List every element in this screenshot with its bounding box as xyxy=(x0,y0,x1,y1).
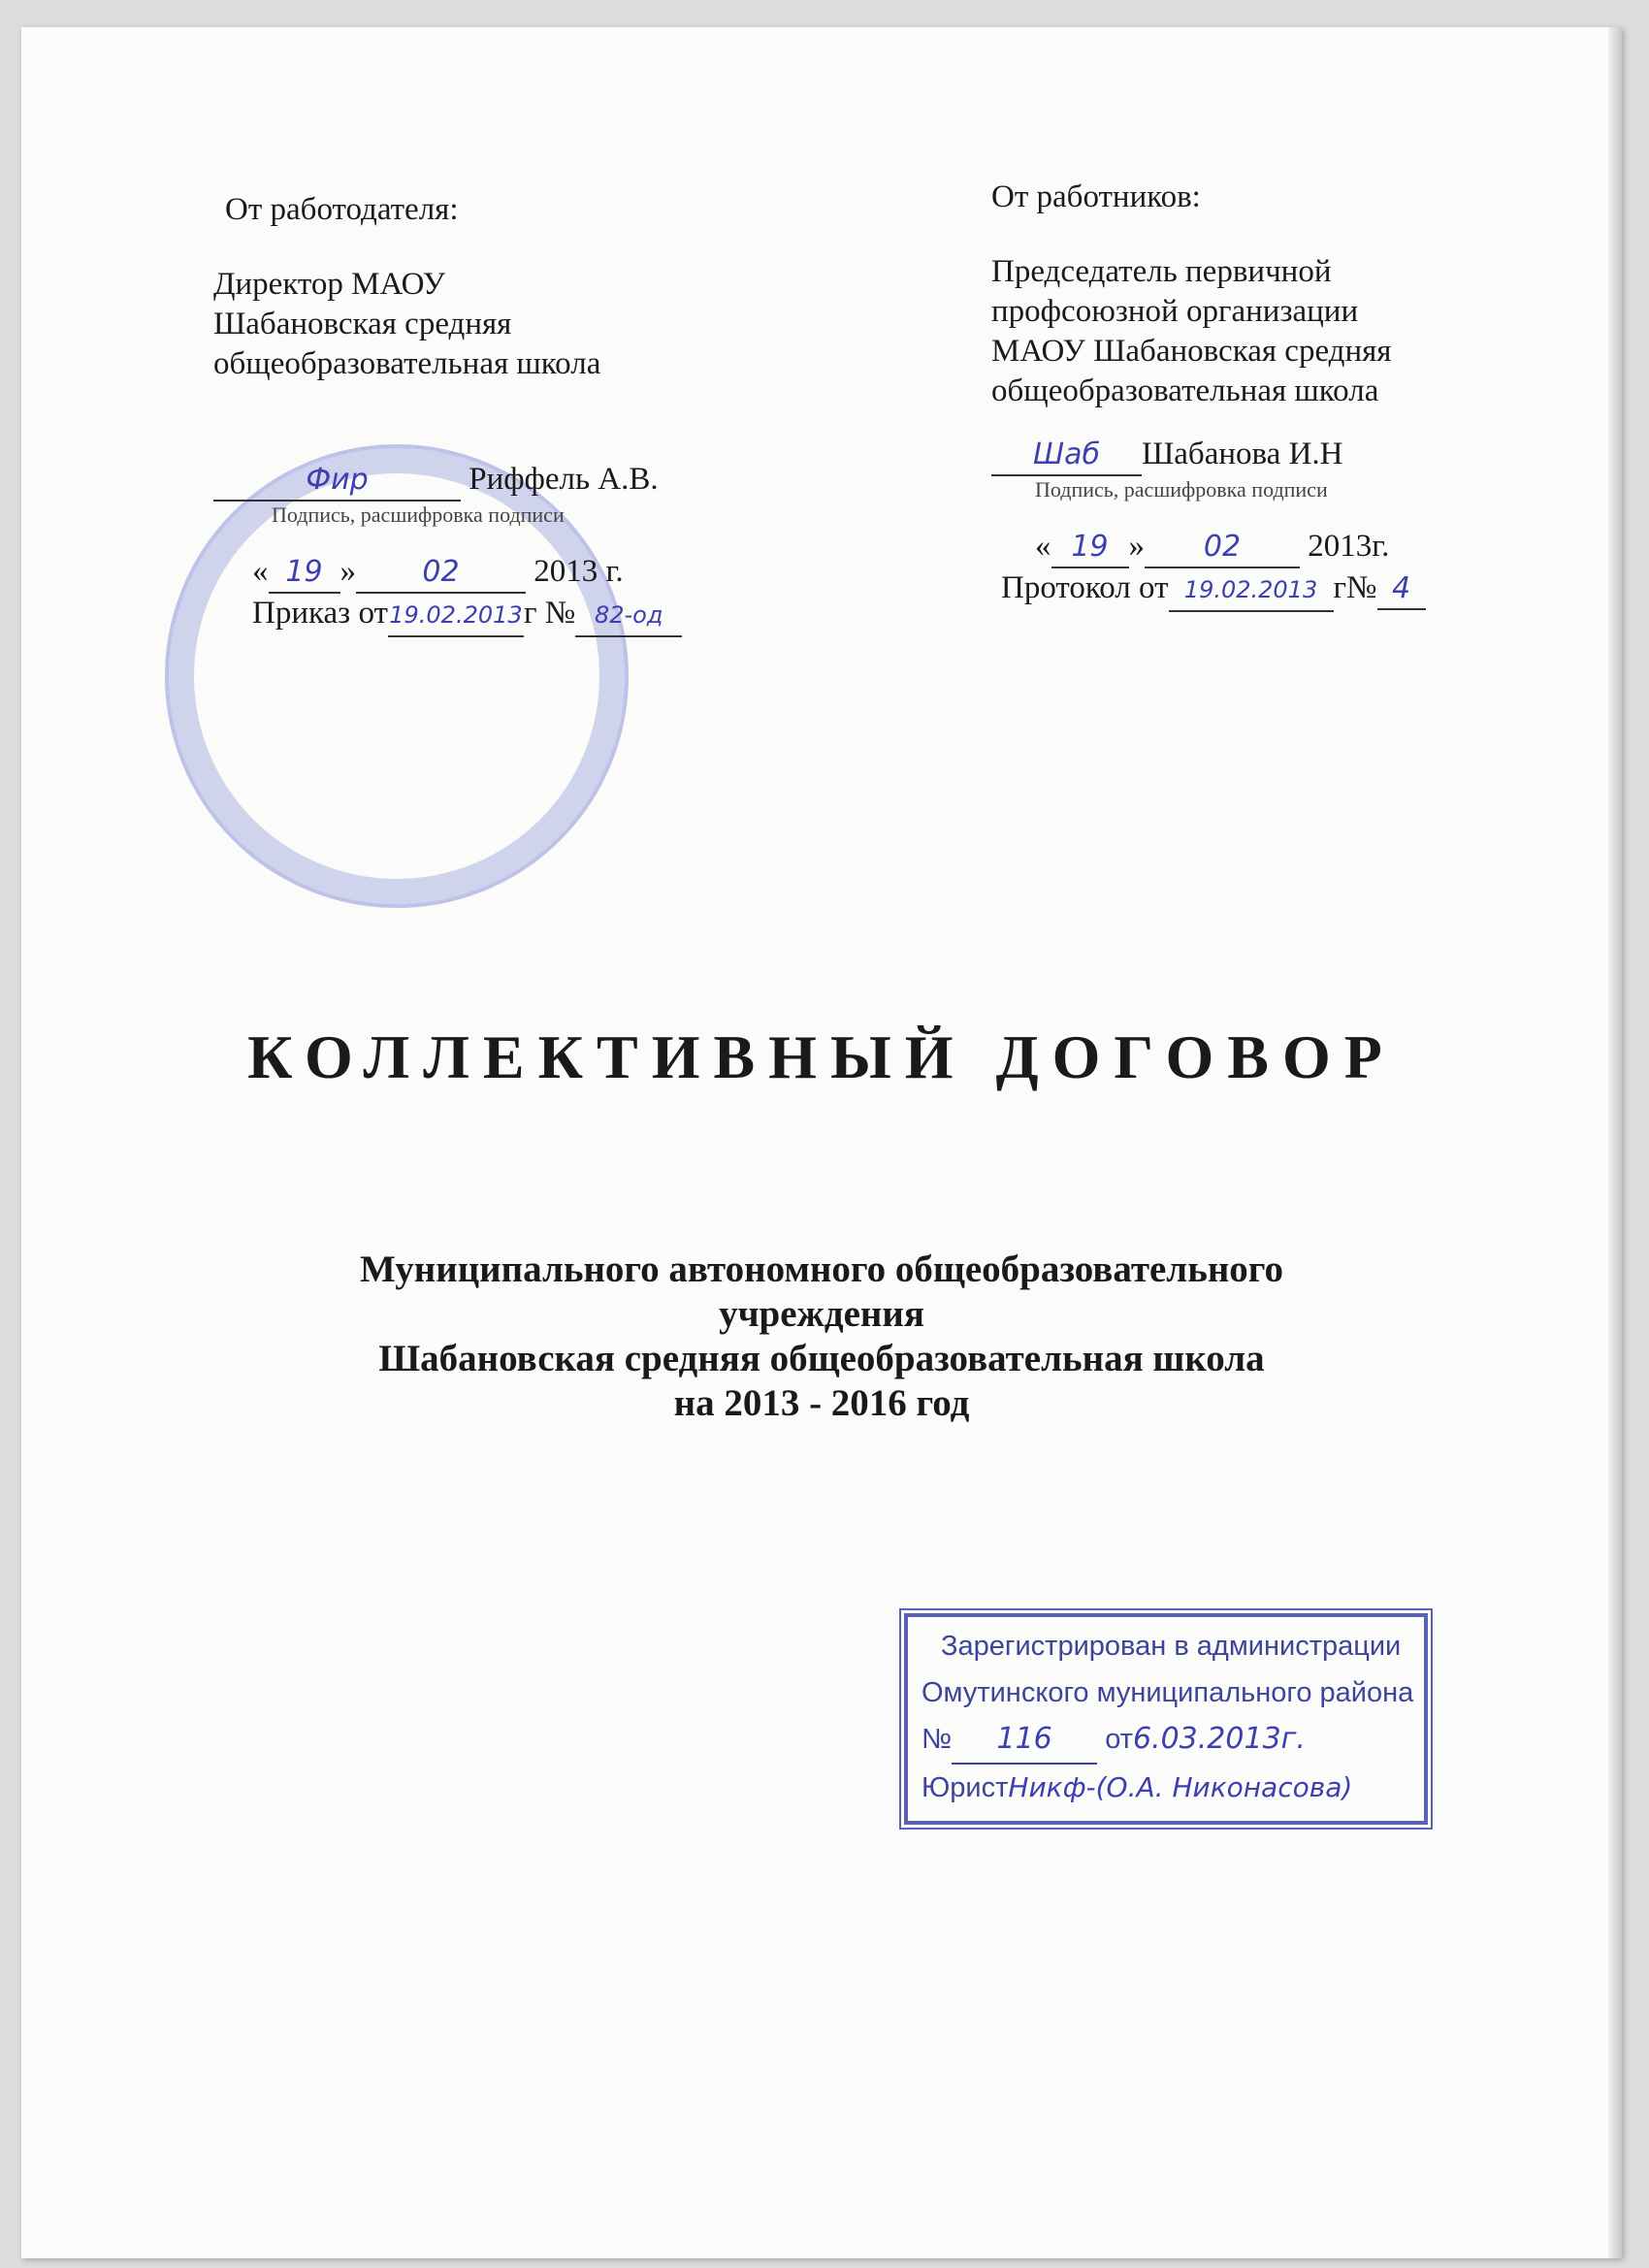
employer-signature-line xyxy=(213,460,757,502)
registration-date: 6.03.2013г. xyxy=(1132,1722,1306,1756)
registration-number-line xyxy=(922,1716,1410,1765)
workers-name: Шабанова И.Н xyxy=(1142,437,1343,471)
employer-date-line: « 19 » 02 2013 г. xyxy=(252,552,795,594)
employer-order-label: Приказ от xyxy=(252,596,388,631)
workers-caption: Подпись, расшифровка подписи xyxy=(1035,477,1328,502)
workers-protocol-label: Протокол от xyxy=(1001,570,1169,605)
workers-date-line: « 19 » 02 2013г. xyxy=(1035,527,1636,568)
employer-caption: Подпись, расшифровка подписи xyxy=(272,502,565,527)
workers-position-line: профсоюзной организации xyxy=(991,294,1359,329)
registration-lawyer-signature: Никф-(О.А. Никонасова) xyxy=(1008,1771,1353,1803)
employer-date-day: 19 xyxy=(285,555,323,589)
registration-number-label: № xyxy=(922,1724,953,1755)
workers-protocol-number: 4 xyxy=(1392,571,1411,605)
workers-position-line: МАОУ Шабановская средняя xyxy=(991,334,1392,369)
subtitle-line: Шабановская средняя общеобразовательная школа xyxy=(378,1338,1265,1379)
employer-order-number-label: г № xyxy=(523,596,576,631)
workers-protocol-date: 19.02.2013 xyxy=(1183,576,1318,603)
employer-signature: Фир xyxy=(306,463,369,497)
employer-position-line: Директор МАОУ xyxy=(213,267,446,302)
page-edge xyxy=(1608,27,1622,2258)
employer-position-line: Шабановская средняя xyxy=(213,307,512,341)
workers-position-line: общеобразовательная школа xyxy=(991,373,1379,408)
workers-heading: От работников: xyxy=(991,179,1201,214)
workers-signature-line xyxy=(991,435,1593,476)
workers-block xyxy=(991,178,1593,612)
subtitle-line: на 2013 - 2016 год xyxy=(673,1382,970,1424)
employer-block xyxy=(213,190,757,637)
registration-number: 116 xyxy=(996,1722,1052,1756)
employer-heading: От работодателя: xyxy=(225,192,459,227)
workers-date-month: 02 xyxy=(1203,530,1242,564)
workers-signature: Шаб xyxy=(1033,437,1100,471)
workers-date-year: 2013г. xyxy=(1308,529,1390,564)
registration-line: Зарегистрирован в администрации xyxy=(941,1631,1402,1662)
workers-position-line: Председатель первичной xyxy=(991,254,1332,289)
employer-date-year: 2013 г. xyxy=(534,554,624,589)
registration-stamp xyxy=(904,1613,1428,1825)
registration-line: Омутинского муниципального района xyxy=(922,1677,1414,1708)
employer-date-month: 02 xyxy=(422,555,460,589)
employer-order-line xyxy=(252,594,795,637)
registration-date-label: от xyxy=(1105,1724,1133,1755)
employer-order-number: 82-од xyxy=(594,601,663,629)
subtitle-line: учреждения xyxy=(719,1293,924,1335)
workers-date-day: 19 xyxy=(1071,530,1109,564)
employer-position-line: общеобразовательная школа xyxy=(213,346,601,381)
employer-name: Риффель А.В. xyxy=(469,462,659,497)
employer-order-date: 19.02.2013 xyxy=(389,601,523,629)
subtitle-line: Муниципального автономного общеобразовательного xyxy=(359,1248,1284,1290)
document-subtitle xyxy=(21,1247,1622,1426)
document-title: КОЛЛЕКТИВНЫЙ ДОГОВОР xyxy=(247,1022,1396,1091)
workers-protocol-number-label: г№ xyxy=(1333,570,1377,605)
registration-lawyer-line xyxy=(922,1765,1410,1811)
registration-lawyer-label: Юрист xyxy=(922,1772,1009,1803)
workers-protocol-line xyxy=(1001,568,1602,612)
document-page xyxy=(21,27,1622,2258)
